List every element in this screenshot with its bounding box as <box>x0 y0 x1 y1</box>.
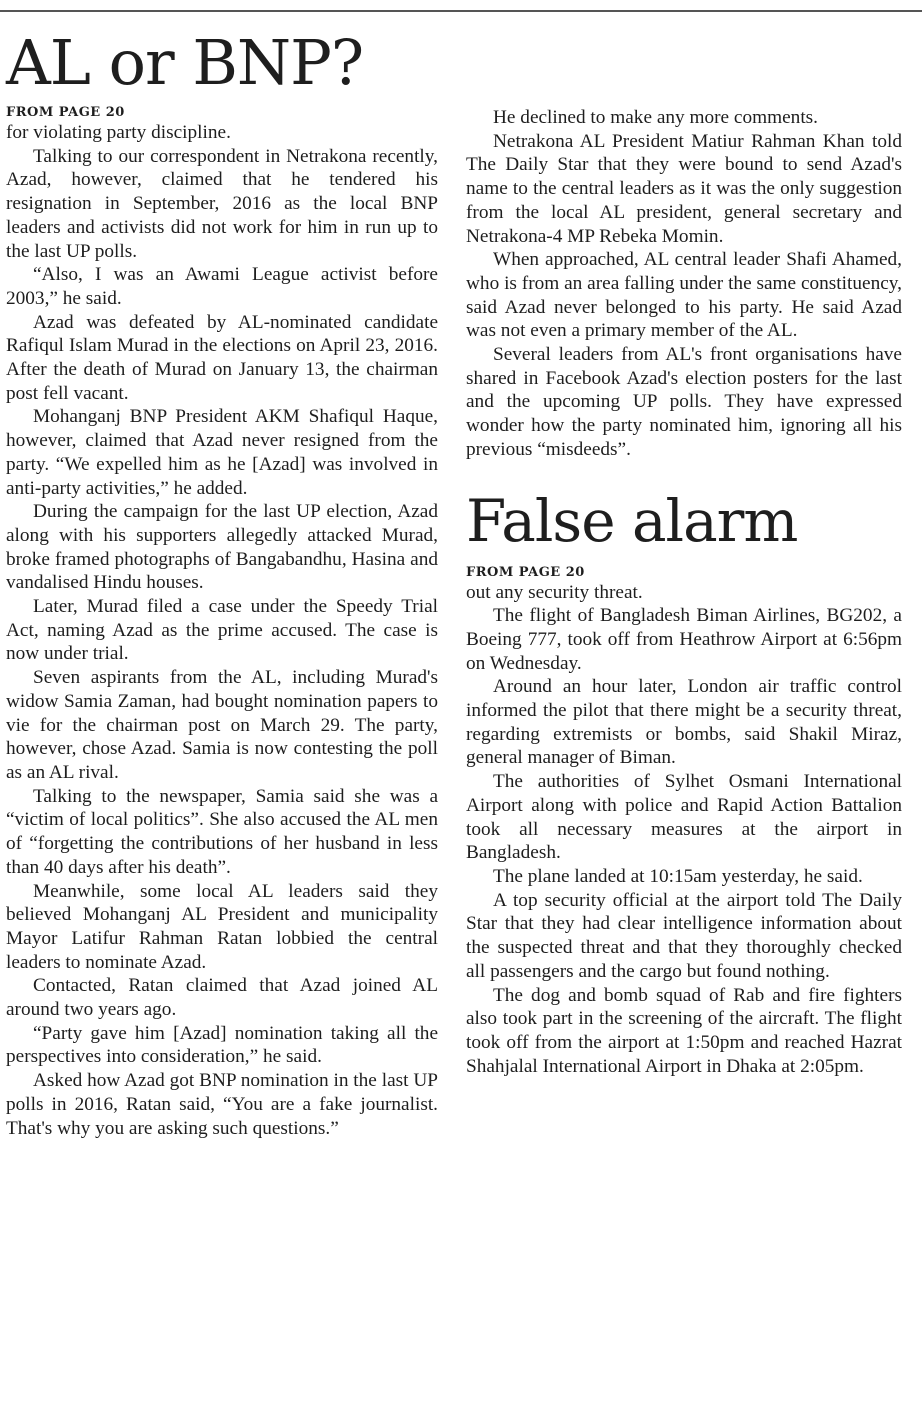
article-body <box>466 581 902 1079</box>
paragraph: Contacted, Ratan claimed that Azad joined AL around two years ago. <box>6 975 438 1021</box>
paragraph: Later, Murad filed a case under the Speedy Trial Act, naming Azad as the prime accused. The case is now under trial. <box>6 596 438 665</box>
article-body <box>6 121 438 1140</box>
paragraph: Several leaders from AL's front organisations have shared in Facebook Azad's election posters for the last and the upcoming UP polls. They have expressed wonder how the party nominated him, ignoring all his previous “misdeeds”. <box>466 344 902 460</box>
paragraph: Meanwhile, some local AL leaders said they believed Mohanganj AL President and municipality Mayor Latifur Rahman Ratan lobbied the central leaders to nominate Azad. <box>6 880 438 973</box>
paragraph: Talking to the newspaper, Samia said she was a “victim of local politics”. She also accused the AL men of “forgetting the contributions of her husband in less than 40 days after his death”. <box>6 785 438 878</box>
paragraph: “Also, I was an Awami League activist before 2003,” he said. <box>6 264 438 309</box>
paragraph: When approached, AL central leader Shafi Ahamed, who is from an area falling under the same constituency, said Azad never belonged to his party. He said Azad was not even a primary member of the AL. <box>466 249 902 342</box>
right-column <box>466 20 902 1078</box>
paragraph: for violating party discipline. <box>6 122 231 143</box>
paragraph: Seven aspirants from the AL, including Murad's widow Samia Zaman, had bought nomination papers to vie for the chairman post on March 29. The party, however, chose Azad. Samia is now contesting the poll as an AL rival. <box>6 667 438 783</box>
paragraph: “Party gave him [Azad] nomination taking all the perspectives into consideration,” he said. <box>6 1022 438 1068</box>
paragraph: The authorities of Sylhet Osmani International Airport along with police and Rapid Action Battalion took all necessary measures at the airport in Bangladesh. <box>466 771 902 864</box>
paragraph: He declined to make any more comments. <box>493 107 818 128</box>
jump-label: FROM PAGE 20 <box>6 105 125 120</box>
paragraph: Azad was defeated by AL-nominated candidate Rafiqul Islam Murad in the elections on April 23, 2016. After the death of Murad on January 13, the chairman post fell vacant. <box>6 311 438 404</box>
paragraph: Around an hour later, London air traffic control informed the pilot that there might be a security threat, regarding extremists or bombs, said Shakil Miraz, general manager of Biman. <box>466 676 902 769</box>
paragraph: The dog and bomb squad of Rab and fire fighters also took part in the screening of the aircraft. The flight took off from the airport at 1:50pm and reached Hazrat Shahjalal International Airport in Dhaka at 2:05pm. <box>466 984 902 1077</box>
paragraph: A top security official at the airport told The Daily Star that they had clear intelligence information about the suspected threat and that they thoroughly checked all passengers and the cargo but found nothing. <box>466 889 902 982</box>
paragraph: The plane landed at 10:15am yesterday, he said. <box>493 865 863 887</box>
headline-al-or-bnp: AL or BNP? <box>6 26 364 99</box>
paragraph: Netrakona AL President Matiur Rahman Khan told The Daily Star that they were bound to send Azad's name to the central leaders as it was the only suggestion from the local AL president, general secretary and Netrakona-4 MP Rebeka Momin. <box>466 130 902 247</box>
jump-label: FROM PAGE 20 <box>466 564 585 580</box>
paragraph: The flight of Bangladesh Biman Airlines, BG202, a Boeing 777, took off from Heathrow Airport at 6:56pm on Wednesday. <box>466 605 902 674</box>
paragraph: During the campaign for the last UP election, Azad along with his supporters allegedly attacked Murad, broke framed photographs of Bangabandhu, Hasina and vandalised Hindu houses. <box>6 501 438 594</box>
headline-false-alarm: False alarm <box>466 486 798 555</box>
paragraph: Talking to our correspondent in Netrakona recently, Azad, however, claimed that he tendered his resignation in September, 2016 as the local BNP leaders and activists did not work for him in run up to the last UP polls. <box>6 145 438 262</box>
paragraph: Asked how Azad got BNP nomination in the last UP polls in 2016, Ratan said, “You are a fake journalist. That's why you are asking such questions.” <box>6 1070 438 1139</box>
article-body-continued <box>466 106 902 462</box>
top-rule <box>0 10 922 12</box>
paragraph: out any security threat. <box>466 581 643 603</box>
left-column <box>6 20 438 1140</box>
paragraph: Mohanganj BNP President AKM Shafiqul Haque, however, claimed that Azad never resigned from the party. “We expelled him as he [Azad] was involved in anti-party activities,” he added. <box>6 406 438 499</box>
